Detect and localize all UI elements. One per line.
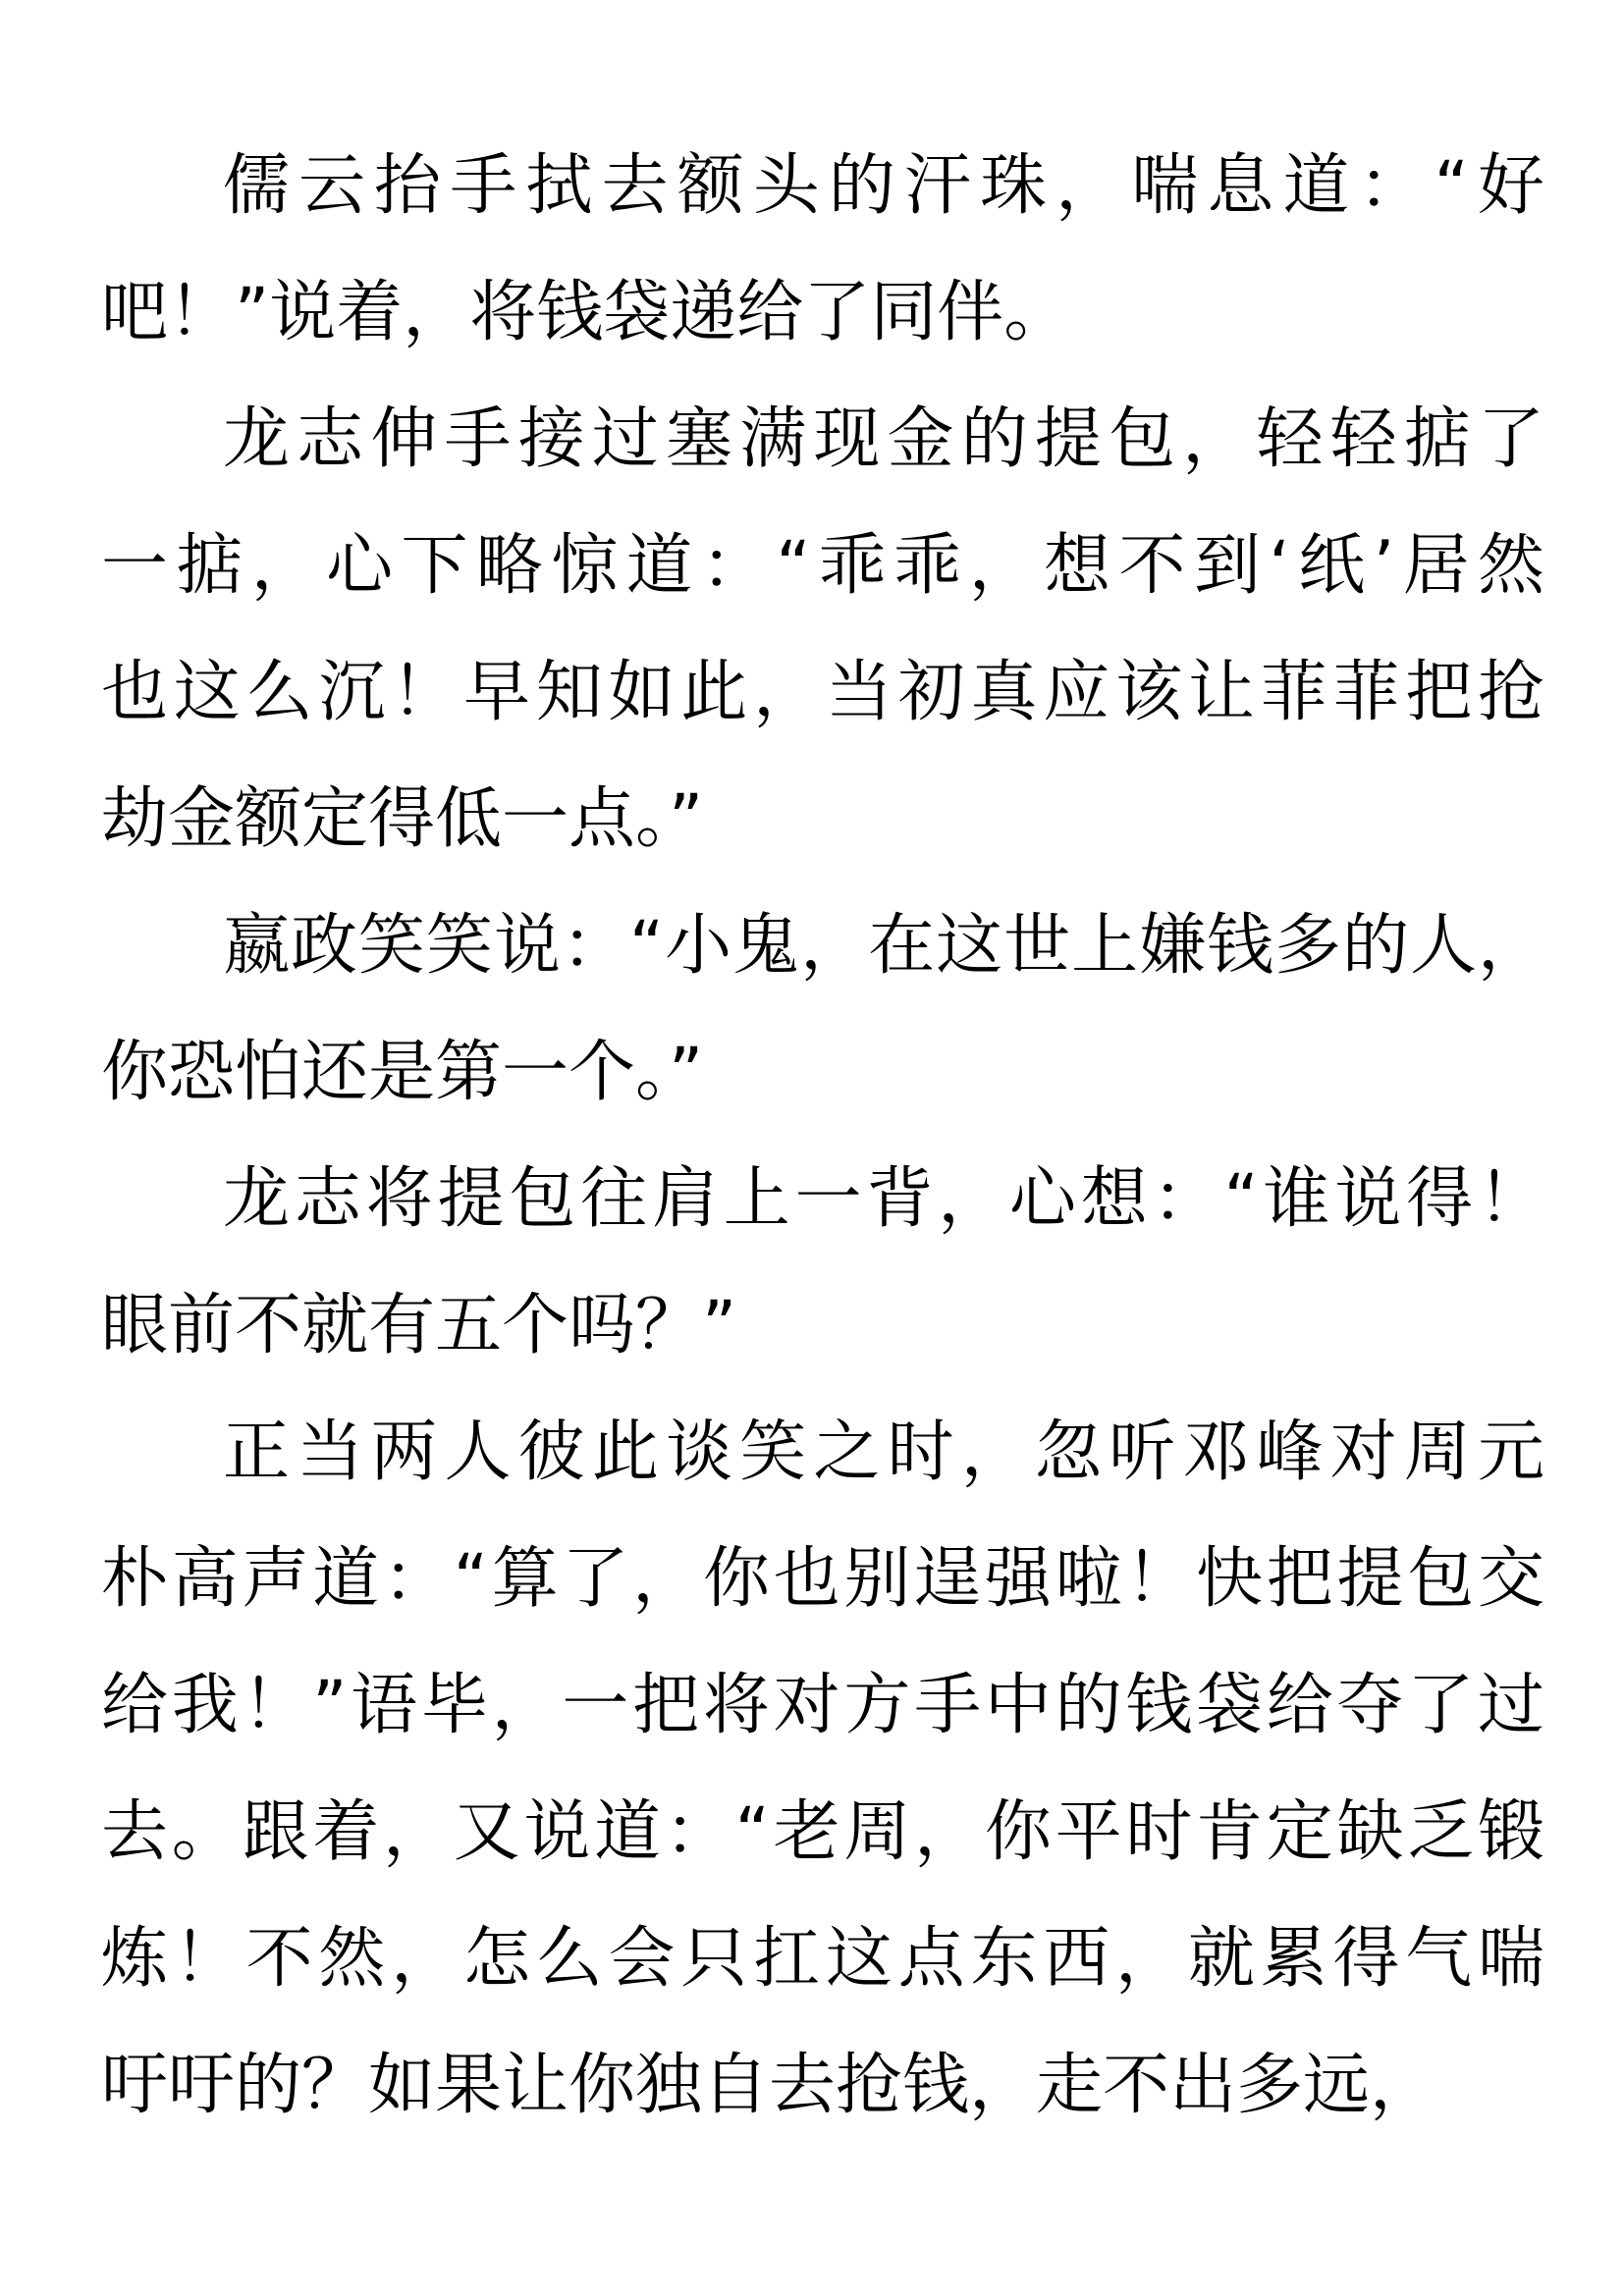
text-line: 朴高声道：“算了，你也别逞强啦！快把提包交	[101, 1540, 1544, 1618]
text-line: 吁吁的？如果让你独自去抢钱，走不出多远，	[101, 2047, 1437, 2124]
text-line: 劫金额定得低一点。”	[101, 780, 704, 858]
text-line: 给我！”语毕，一把将对方手中的钱袋给夺了过	[101, 1667, 1544, 1744]
text-line: 龙志将提包往肩上一背，心想：“谁说得！	[223, 1160, 1544, 1238]
text-line: 吧！”说着，将钱袋递给了同伴。	[101, 274, 1071, 351]
text-line: 龙志伸手接过塞满现金的提包，轻轻掂了	[223, 400, 1544, 478]
text-line: 炼！不然，怎么会只扛这点东西，就累得气喘	[101, 1920, 1544, 1998]
text-line: 嬴政笑笑说：“小鬼，在这世上嫌钱多的人，	[223, 907, 1544, 985]
text-line: 眼前不就有五个吗？”	[101, 1287, 737, 1364]
body-text	[101, 123, 1544, 2149]
text-line: 去。跟着，又说道：“老周，你平时肯定缺乏锻	[101, 1793, 1544, 1871]
text-line: 正当两人彼此谈笑之时，忽听邓峰对周元	[223, 1414, 1544, 1491]
text-line: 儒云抬手拭去额头的汗珠，喘息道：“好	[223, 147, 1544, 225]
text-line: 一掂，心下略惊道：“乖乖，想不到‘纸’居然	[101, 527, 1544, 605]
text-line: 也这么沉！早知如此，当初真应该让菲菲把抢	[101, 654, 1544, 731]
text-line: 你恐怕还是第一个。”	[101, 1034, 704, 1111]
